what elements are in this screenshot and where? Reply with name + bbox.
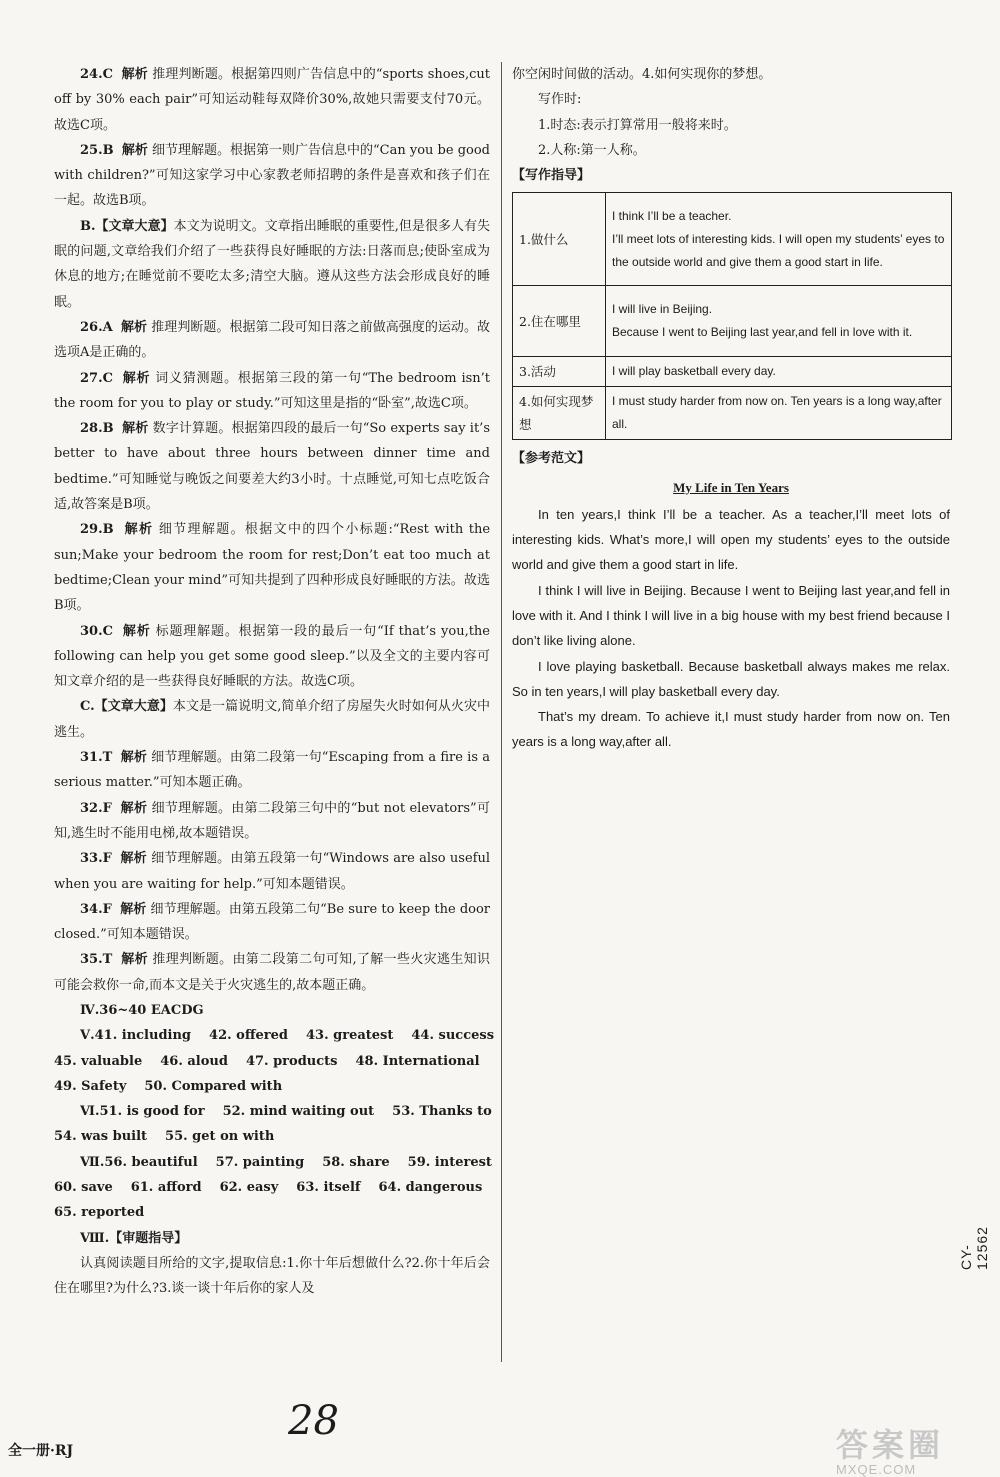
answer-29: 29.B 解析 细节理解题。根据文中的四个小标题:“Rest with the sun;Make your bedroom the room for rest;Don’t eat too much at bedtime;Clean your mind”可知共提到了四种形成良好睡眠的方法。故选B项。	[54, 522, 491, 614]
answer-24: 24.C 解析 推理判断题。根据第四则广告信息中的“sports shoes,cut off by 30% each pair”可知运动鞋每双降价30%,故她只需要支付70元。故选C项。	[54, 67, 490, 133]
writing-guide-table	[512, 192, 952, 440]
answer-33: 33.F 解析 细节理解题。由第五段第一句“Windows are also useful when you are waiting for help.”可知本题错误。	[54, 851, 490, 892]
answer-25: 25.B 解析 细节理解题。根据第一则广告信息中的“Can you be good with children?”可知这家学习中心家教老师招聘的条件是喜欢和孩子们在一起。故选B项。	[54, 142, 490, 209]
person-note: 2.人称:第一人称。	[538, 142, 646, 158]
essay-title: My Life in Ten Years	[673, 479, 789, 495]
watermark-text: 答案圈	[836, 1426, 945, 1464]
book-label: 全一册·RJ	[8, 1443, 74, 1459]
section-7-line-3: 65. reported	[54, 1205, 145, 1221]
writing-guide-heading: 【写作指导】	[512, 168, 591, 184]
section-5-line-1: Ⅴ.41. including 42. offered 43. greatest 44. success	[80, 1028, 495, 1044]
section-b-summary: B.【文章大意】本文为说明文。文章指出睡眠的重要性,但是很多人有失眠的问题,文章给我们介绍了一些获得良好睡眠的方法:日落而息;使卧室成为休息的地方;在睡觉前不要吃太多;清空大脑。遵从这些方法会形成良好的睡眠。	[54, 218, 490, 310]
table-key: 1.做什么	[513, 193, 606, 286]
section-4-answers: Ⅳ.36~40 EACDG	[80, 1002, 204, 1018]
section-6-line-1: Ⅵ.51. is good for 52. mind waiting out 53. Thanks to	[80, 1104, 492, 1120]
section-8-text: 认真阅读题目所给的文字,提取信息:1.你十年后想做什么?2.你十年后会住在哪里?为什么?3.谈一谈十年后你的家人及	[54, 1255, 490, 1297]
table-key: 4.如何实现梦想	[513, 387, 606, 440]
right-column	[512, 62, 950, 755]
answer-35: 35.T 解析 推理判断题。由第二段第二句可知,了解一些火灾逃生知识可能会救你一命,而本文是关于火灾逃生的,故本题正确。	[54, 952, 491, 993]
section-5-line-3: 49. Safety 50. Compared with	[54, 1078, 283, 1094]
essay-paragraph-4: That’s my dream. To achieve it,I must study harder from now on. Ten years is a long way,after all.	[512, 709, 950, 750]
essay-paragraph-2: I think I will live in Beijing. Because I went to Beijing last year,and fell in love with it. And I think I will live in a big house with my best friend because I don’t like living alone.	[512, 582, 950, 649]
watermark-url: MXQE.COM	[836, 1462, 917, 1477]
section-6-line-2: 54. was built 55. get on with	[54, 1129, 275, 1145]
table-row	[513, 286, 952, 357]
essay-paragraph-1: In ten years,I think I’ll be a teacher. As a teacher,I’ll meet lots of interesting kids. What’s more,I will open my students’ eyes to the outside world and give them a good start in life.	[512, 506, 950, 573]
answer-27: 27.C 解析 词义猜测题。根据第三段的第一句“The bedroom isn’t the room for you to play or study.”可知这里是指的“卧室”,故选C项。	[54, 370, 490, 411]
table-row	[513, 387, 952, 440]
table-row	[513, 357, 952, 387]
answer-26: 26.A 解析 推理判断题。根据第二段可知日落之前做高强度的运动。故选项A是正确的。	[54, 319, 490, 361]
section-7-line-2: 60. save 61. afford 62. easy 63. itself 64. dangerous	[54, 1180, 483, 1196]
table-value: I will play basketball every day.	[606, 357, 952, 387]
section-c-summary: C.【文章大意】本文是一篇说明文,简单介绍了房屋失火时如何从火灾中逃生。	[54, 699, 490, 740]
table-value: I will live in Beijing. Because I went to Beijing last year,and fell in love with it.	[606, 286, 952, 357]
side-code: CY-12562	[958, 1226, 990, 1270]
answer-30: 30.C 解析 标题理解题。根据第一段的最后一句“If that’s you,the following can help you get some good sleep.”以及全文的主要内容可知文章介绍的是一些获得良好睡眠的方法。故选C项。	[54, 623, 490, 690]
table-key: 3.活动	[513, 357, 606, 387]
table-key: 2.住在哪里	[513, 286, 606, 357]
answer-34: 34.F 解析 细节理解题。由第五段第二句“Be sure to keep the door closed.”可知本题错误。	[54, 901, 491, 943]
section-7-line-1: Ⅶ.56. beautiful 57. painting 58. share 59. interest	[80, 1154, 492, 1170]
continued-text: 你空闲时间做的活动。4.如何实现你的梦想。	[512, 67, 772, 82]
tense-note: 1.时态:表示打算常用一般将来时。	[538, 117, 737, 133]
table-value: I think I’ll be a teacher. I’ll meet lots of interesting kids. I will open my students’ eyes to the outside world and give them a good start in life.	[606, 193, 952, 286]
sample-essay-heading: 【参考范文】	[512, 451, 591, 467]
writing-label: 写作时:	[538, 92, 582, 108]
table-value: I must study harder from now on. Ten years is a long way,after all.	[606, 387, 952, 440]
table-row	[513, 193, 952, 286]
answer-32: 32.F 解析 细节理解题。由第二段第三句中的“but not elevators”可知,逃生时不能用电梯,故本题错误。	[54, 800, 490, 841]
left-column	[54, 62, 495, 1302]
answer-31: 31.T 解析 细节理解题。由第二段第一句“Escaping from a fire is a serious matter.”可知本题正确。	[54, 750, 490, 791]
page-number: 28	[288, 1398, 339, 1444]
answer-28: 28.B 解析 数字计算题。根据第四段的最后一句“So experts say it’s better to have about three hours between dinner time and bedtime.”可知睡觉与晚饭之间要差大约3小时。十点睡觉,可知七点吃饭合适,故答案是B项。	[54, 421, 490, 513]
watermark	[836, 1420, 996, 1477]
section-8-heading: Ⅷ.【审题指导】	[80, 1230, 188, 1246]
essay-paragraph-3: I love playing basketball. Because basketball always makes me relax. So in ten years,I will play basketball every day.	[512, 658, 950, 699]
section-5-line-2: 45. valuable 46. aloud 47. products 48. International	[54, 1053, 480, 1069]
